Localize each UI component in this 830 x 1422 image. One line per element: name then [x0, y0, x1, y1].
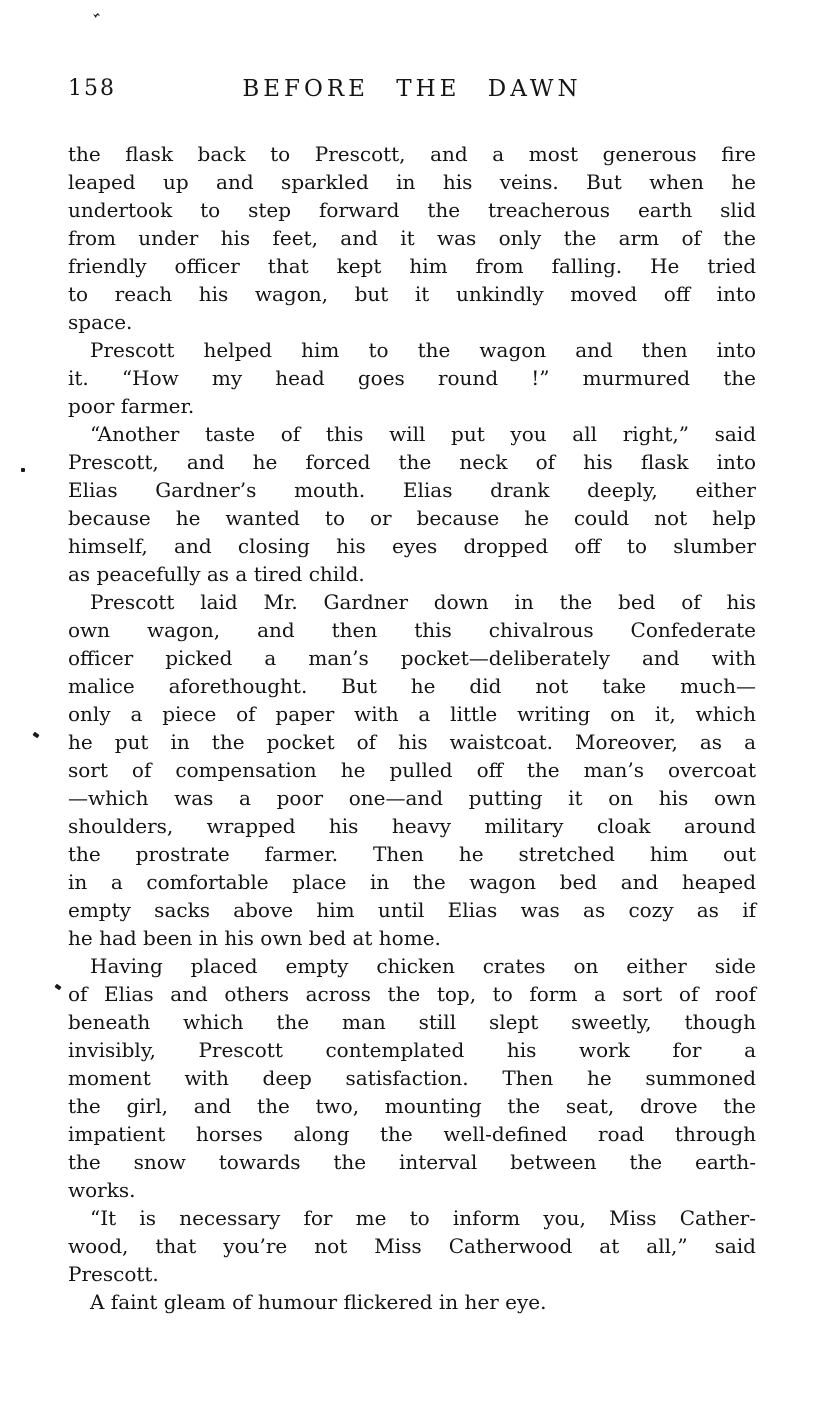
- text-line: the snow towards the interval between the earth-: [68, 1150, 756, 1174]
- page-header: [68, 76, 756, 106]
- text-line: “It is necessary for me to inform you, Miss Cather-: [90, 1206, 756, 1230]
- text-line: because he wanted to or because he could not help: [68, 506, 756, 530]
- text-line: of Elias and others across the top, to form a sort of roof: [68, 982, 756, 1006]
- text-line: works.: [68, 1178, 136, 1202]
- text-line: own wagon, and then this chivalrous Confederate: [68, 618, 756, 642]
- scan-speck: [32, 732, 39, 739]
- text-line: moment with deep satisfaction. Then he summoned: [68, 1066, 756, 1090]
- text-line: Having placed empty chicken crates on either side: [90, 954, 756, 978]
- page-body: [68, 140, 756, 1316]
- text-line: Prescott, and he forced the neck of his flask into: [68, 450, 756, 474]
- text-line: only a piece of paper with a little writing on it, which: [68, 702, 756, 726]
- text-line: Prescott laid Mr. Gardner down in the bed of his: [90, 590, 756, 614]
- text-line: poor farmer.: [68, 394, 195, 418]
- text-line: to reach his wagon, but it unkindly moved off into: [68, 282, 756, 306]
- text-line: himself, and closing his eyes dropped off to slumber: [68, 534, 756, 558]
- text-line: shoulders, wrapped his heavy military cloak around: [68, 814, 756, 838]
- text-line: wood, that you’re not Miss Catherwood at all,” said: [68, 1234, 756, 1258]
- text-line: in a comfortable place in the wagon bed and heaped: [68, 870, 756, 894]
- scan-speck: [54, 984, 61, 991]
- text-line: space.: [68, 310, 133, 334]
- text-line: Prescott helped him to the wagon and then into: [90, 338, 756, 362]
- text-line: impatient horses along the well-defined road through: [68, 1122, 756, 1146]
- text-line: officer picked a man’s pocket—deliberately and with: [68, 646, 756, 670]
- text-line: the prostrate farmer. Then he stretched him out: [68, 842, 756, 866]
- text-line: as peacefully as a tired child.: [68, 562, 365, 586]
- text-line: Elias Gardner’s mouth. Elias drank deeply, either: [68, 478, 756, 502]
- text-line: he put in the pocket of his waistcoat. Moreover, as a: [68, 730, 756, 754]
- page-number: 158: [68, 76, 116, 101]
- text-line: beneath which the man still slept sweetly, though: [68, 1010, 756, 1034]
- scan-speck: [93, 13, 100, 18]
- running-title: BEFORE THE DAWN: [242, 76, 582, 102]
- text-line: he had been in his own bed at home.: [68, 926, 441, 950]
- text-line: the flask back to Prescott, and a most generous fire: [68, 142, 756, 166]
- text-line: A faint gleam of humour flickered in her eye.: [90, 1290, 547, 1314]
- scan-speck: [21, 468, 25, 472]
- text-line: it. “How my head goes round !” murmured the: [68, 366, 756, 390]
- text-line: Prescott.: [68, 1262, 159, 1286]
- text-line: —which was a poor one—and putting it on his own: [68, 786, 756, 810]
- text-line: leaped up and sparkled in his veins. But when he: [68, 170, 756, 194]
- text-line: friendly officer that kept him from falling. He tried: [68, 254, 756, 278]
- text-line: sort of compensation he pulled off the man’s overcoat: [68, 758, 756, 782]
- text-line: “Another taste of this will put you all right,” said: [90, 422, 756, 446]
- text-line: invisibly, Prescott contemplated his work for a: [68, 1038, 756, 1062]
- text-line: the girl, and the two, mounting the seat, drove the: [68, 1094, 756, 1118]
- text-line: from under his feet, and it was only the arm of the: [68, 226, 756, 250]
- text-line: undertook to step forward the treacherous earth slid: [68, 198, 756, 222]
- text-line: empty sacks above him until Elias was as cozy as if: [68, 898, 756, 922]
- text-line: malice aforethought. But he did not take much—: [68, 674, 756, 698]
